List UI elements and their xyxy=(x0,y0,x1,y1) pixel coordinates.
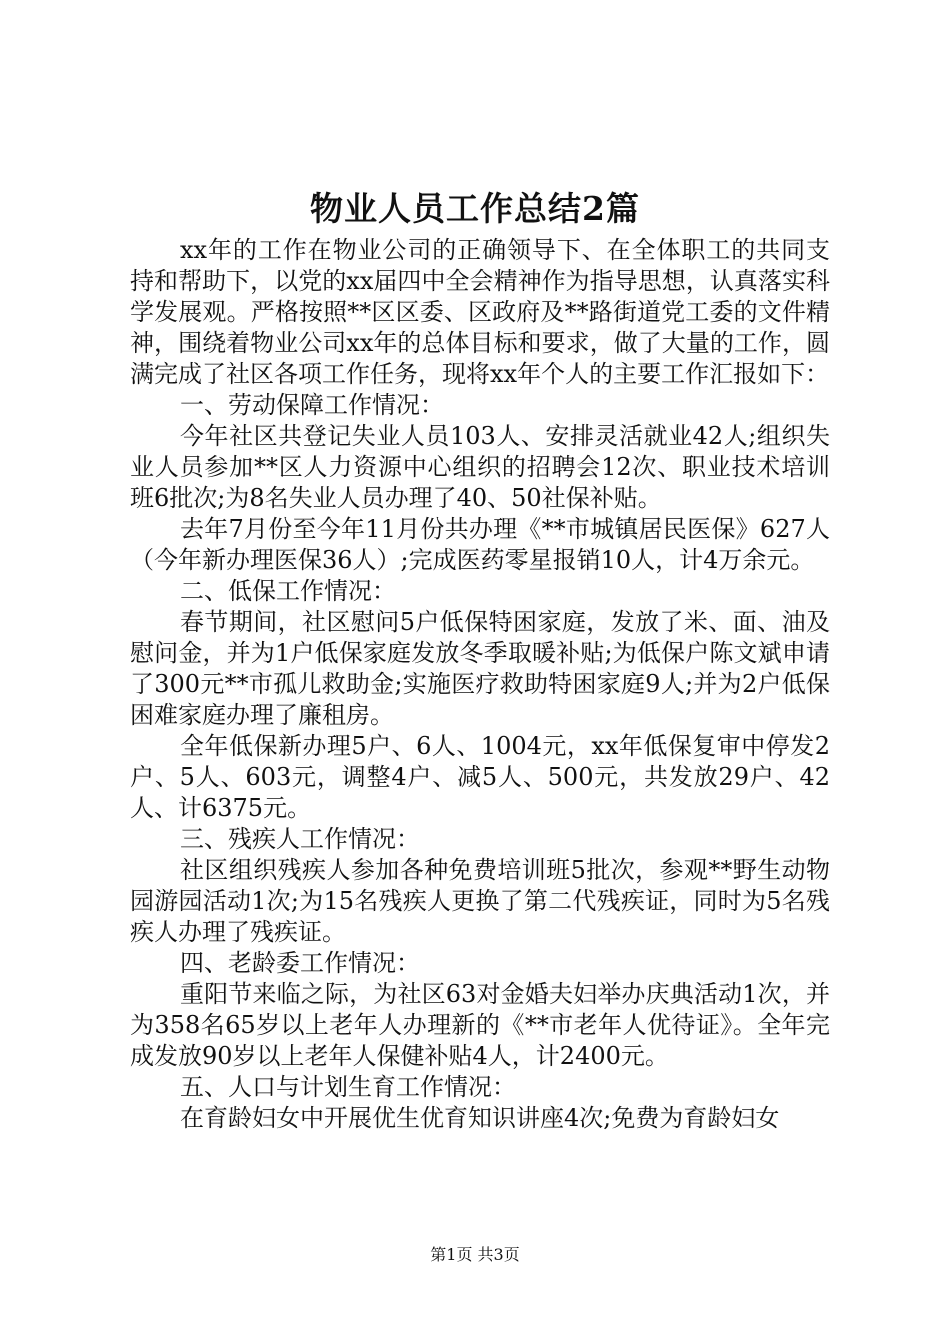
elderly-paragraph: 重阳节来临之际，为社区63对金婚夫妇举办庆典活动1次，并为358名65岁以上老年人办理新的《**市老年人优待证》。全年完成发放90岁以上老年人保健补贴4人，计2400元。 xyxy=(130,980,830,1070)
labor-paragraph-2: 去年7月份至今年11月份共办理《**市城镇居民医保》627人（今年新办理医保36人）;完成医药零星报销10人，计4万余元。 xyxy=(130,515,830,574)
subsistence-paragraph-2: 全年低保新办理5户、6人、1004元，xx年低保复审中停发2户、5人、603元，调整4户、减5人、500元，共发放29户、42人、计6375元。 xyxy=(130,732,830,822)
section-heading-elderly: 四、老龄委工作情况： xyxy=(180,949,420,977)
subsistence-paragraph-1: 春节期间，社区慰问5户低保特困家庭，发放了米、面、油及慰问金，并为1户低保家庭发放冬季取暖补贴;为低保户陈文斌申请了300元**市孤儿救助金;实施医疗救助特困家庭9人;并为2户低保困难家庭办理了廉租房。 xyxy=(130,608,830,729)
population-paragraph: 在育龄妇女中开展优生优育知识讲座4次;免费为育龄妇女 xyxy=(180,1104,780,1132)
section-heading-subsistence: 二、低保工作情况： xyxy=(180,577,396,605)
document-body xyxy=(130,235,830,1134)
section-heading-population: 五、人口与计划生育工作情况： xyxy=(180,1073,516,1101)
section-heading-disability: 三、残疾人工作情况： xyxy=(180,825,420,853)
document-title: 物业人员工作总结2篇 xyxy=(310,189,640,228)
intro-paragraph: xx年的工作在物业公司的正确领导下、在全体职工的共同支持和帮助下，以党的xx届四中全会精神作为指导思想，认真落实科学发展观。严格按照**区区委、区政府及**路街道党工委的文件精神，围绕着物业公司xx年的总体目标和要求，做了大量的工作，圆满完成了社区各项工作任务，现将xx年个人的主要工作汇报如下： xyxy=(130,236,830,388)
section-heading-labor: 一、劳动保障工作情况： xyxy=(180,391,444,419)
labor-paragraph-1: 今年社区共登记失业人员103人、安排灵活就业42人;组织失业人员参加**区人力资源中心组织的招聘会12次、职业技术培训班6批次;为8名失业人员办理了40、50社保补贴。 xyxy=(130,422,830,512)
page-footer: 第1页 共3页 xyxy=(430,1245,520,1264)
disability-paragraph: 社区组织残疾人参加各种免费培训班5批次，参观**野生动物园游园活动1次;为15名残疾人更换了第二代残疾证，同时为5名残疾人办理了残疾证。 xyxy=(130,856,830,946)
